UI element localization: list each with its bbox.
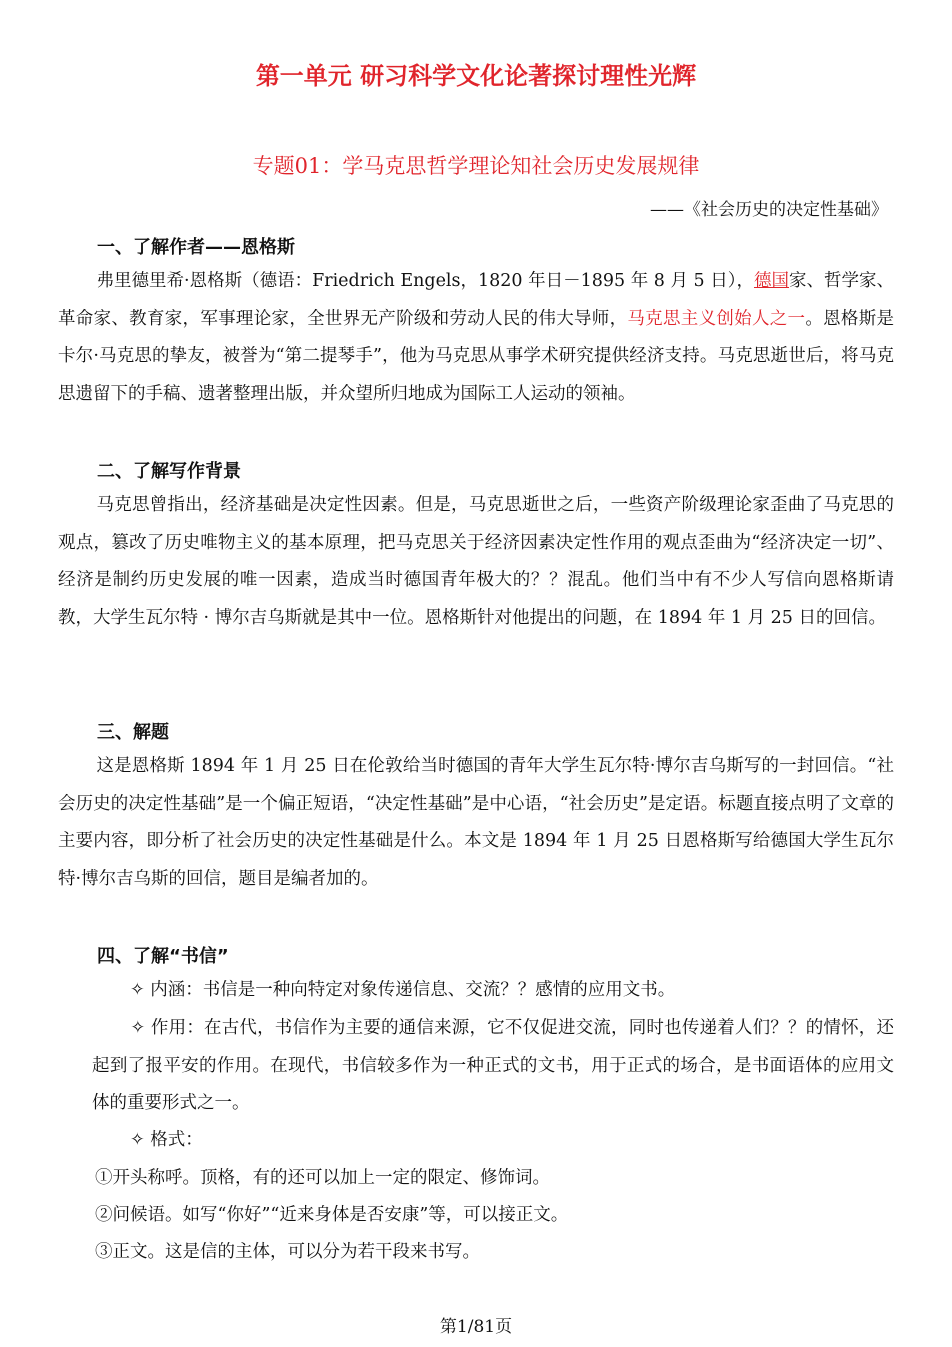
subtitle: 专题01：学马克思哲学理论知社会历史发展规律 xyxy=(252,154,700,178)
highlight: 马克思主义创始人之一 xyxy=(627,308,806,329)
heading-author: 一、了解作者——恩格斯 xyxy=(97,237,295,258)
paragraph-title-explain: 这是恩格斯 1894 年 1 月 25 日在伦敦给当时德国的青年大学生瓦尔特·博尔吉乌斯写的一封回信。“社会历史的决定性基础”是一个偏正短语，“决定性基础”是中心语，“社会历史”是定语。标题直接点明了文章的主要内容，即分析了社会历史的决定性基础是什么。本文是 1894 年 1 月 25 日恩格斯写给德国大学生瓦尔特·博尔吉乌斯的回信，题目是编者加的。 xyxy=(58,756,894,889)
text: 。恩格斯是卡尔·马克思的挚友，被誉为“第二提琴手”，他为马克思从事学术研究提供经济支持。马克思逝世后，将马克思遗留下的手稿、遗著整理出版，并众望所归地成为国际工人运动的领袖。 xyxy=(58,308,895,404)
paragraph-author xyxy=(58,263,894,413)
heading-title-explain: 三、解题 xyxy=(97,722,169,743)
format-item-1: ①开头称呼。顶格，有的还可以加上一定的限定、修饰词。 xyxy=(95,1168,550,1188)
heading-background: 二、了解写作背景 xyxy=(97,461,241,482)
format-item-3: ③正文。这是信的主体，可以分为若干段来书写。 xyxy=(95,1242,480,1262)
bullet-meaning: ✧ 内涵：书信是一种向特定对象传递信息、交流？？感情的应用文书。 xyxy=(130,980,676,1000)
bullet-function: ✧ 作用：在古代，书信作为主要的通信来源，它不仅促进交流，同时也传递着人们？？的情怀，还起到了报平安的作用。在现代，书信较多作为一种正式的文书，用于正式的场合，是书面语体的应用文体的重要形式之一。 xyxy=(92,1018,894,1113)
text: 弗里德里希·恩格斯（德语：Friedrich Engels，1820 年日－1895 年 8 月 5 日）， xyxy=(96,271,754,291)
page-title: 第一单元 研习科学文化论著探讨理性光辉 xyxy=(255,62,697,90)
source-title: ——《社会历史的决定性基础》 xyxy=(650,200,888,220)
paragraph-background: 马克思曾指出，经济基础是决定性因素。但是，马克思逝世之后，一些资产阶级理论家歪曲了马克思的观点，篡改了历史唯物主义的基本原理，把马克思关于经济因素决定性作用的观点歪曲为“经济决定一切”、经济是制约历史发展的唯一因素，造成当时德国青年极大的？？混乱。他们当中有不少人写信向恩格斯请教，大学生瓦尔特 · 博尔吉乌斯就是其中一位。恩格斯针对他提出的问题，在 1894 年 1 月 25 日的回信。 xyxy=(58,495,894,628)
format-item-2: ②问候语。如写“你好”“近来身体是否安康”等，可以接正文。 xyxy=(95,1205,569,1225)
page-number: 第1/81页 xyxy=(439,1317,513,1337)
bullet-format: ✧ 格式： xyxy=(130,1130,203,1150)
link-germany[interactable]: 德国 xyxy=(753,271,789,291)
text: 家、哲学家、革命家、教育家，军事理论家，全世界无产阶级和劳动人民的伟大导师， xyxy=(58,271,895,329)
heading-letter: 四、了解“书信” xyxy=(97,946,229,967)
